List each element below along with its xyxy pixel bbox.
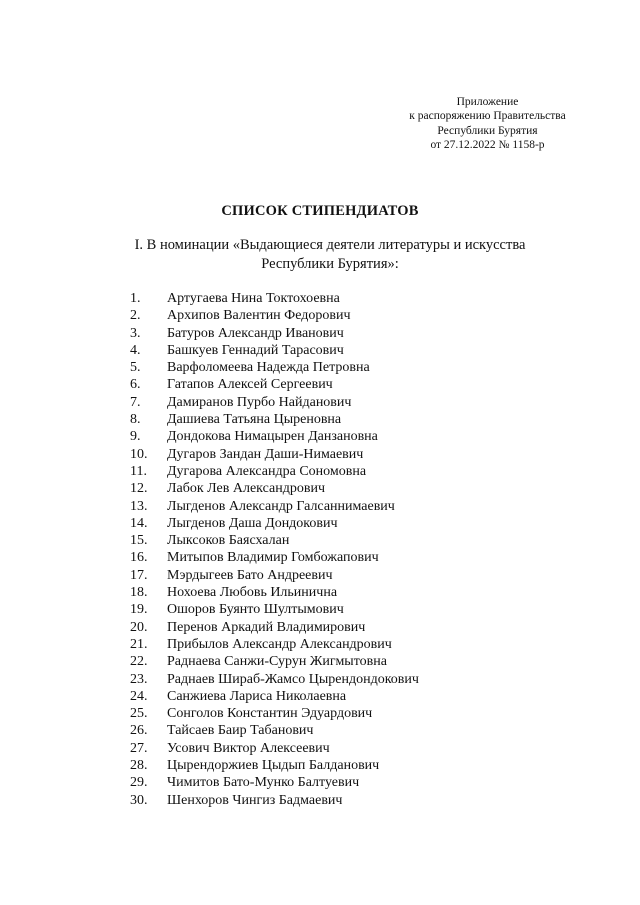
list-item-name: Дондокова Нимацырен Данзановна	[167, 429, 378, 445]
list-item	[0, 671, 640, 688]
list-item-name: Сонголов Константин Эдуардович	[167, 706, 373, 722]
list-item-name: Усович Виктор Алексеевич	[167, 740, 330, 756]
list-item-number: 23.	[130, 671, 148, 687]
list-item-number: 12.	[130, 481, 148, 497]
appendix-line: Приложение	[456, 96, 519, 108]
list-item	[0, 740, 640, 757]
list-item-number: 26.	[130, 723, 148, 739]
list-item-number: 22.	[130, 654, 148, 670]
list-item	[0, 774, 640, 791]
list-item-number: 10.	[130, 446, 148, 462]
list-item	[0, 636, 640, 653]
list-item-name: Митыпов Владимир Гомбожапович	[167, 550, 379, 566]
list-item-name: Башкуев Геннадий Тарасович	[167, 342, 344, 358]
list-item-number: 24.	[130, 688, 148, 704]
appendix-line: к распоряжению Правительства	[409, 110, 566, 123]
list-item-number: 25.	[130, 706, 148, 722]
list-item-number: 6.	[130, 377, 141, 393]
list-item-name: Архипов Валентин Федорович	[167, 308, 351, 324]
list-item-name: Раднаев Шираб-Жамсо Цырендондокович	[167, 671, 419, 687]
list-item-name: Раднаева Санжи-Сурун Жигмытовна	[167, 654, 387, 670]
list-item-name: Дамиранов Пурбо Найданович	[167, 394, 352, 410]
list-item-number: 8.	[130, 412, 141, 428]
list-item-name: Лыгденов Даша Дондокович	[167, 515, 338, 531]
list-item-number: 21.	[130, 636, 148, 652]
list-item	[0, 428, 640, 445]
list-item-number: 28.	[130, 758, 148, 774]
list-item-name: Артугаева Нина Токтохоевна	[167, 291, 340, 306]
section-heading-line: I. В номинации «Выдающиеся деятели литературы и искусства	[134, 237, 526, 253]
list-item-name: Лабок Лев Александрович	[167, 481, 325, 497]
list-item	[0, 325, 640, 342]
list-item	[0, 463, 640, 480]
list-item	[0, 480, 640, 497]
list-item-name: Дугаров Зандан Даши-Нимаевич	[167, 446, 364, 462]
list-item-number: 9.	[130, 429, 141, 445]
list-item-number: 30.	[130, 792, 148, 808]
list-item-number: 27.	[130, 740, 148, 756]
list-item-number: 14.	[130, 515, 148, 531]
list-item	[0, 757, 640, 774]
list-item	[0, 290, 640, 307]
list-item-number: 1.	[130, 291, 141, 306]
list-item	[0, 549, 640, 566]
list-item-name: Чимитов Бато-Мунко Балтуевич	[167, 775, 360, 791]
list-item-number: 4.	[130, 342, 141, 358]
list-item	[0, 532, 640, 549]
list-item-name: Батуров Александр Иванович	[167, 325, 344, 341]
list-item	[0, 359, 640, 376]
document-title: СПИСОК СТИПЕНДИАТОВ	[221, 203, 419, 219]
scholars-list	[0, 290, 640, 809]
list-item-number: 11.	[130, 463, 147, 479]
list-item-name: Ошоров Буянто Шултымович	[167, 602, 344, 618]
list-item	[0, 705, 640, 722]
list-item-name: Нохоева Любовь Ильинична	[167, 585, 338, 601]
list-item	[0, 601, 640, 618]
list-item-number: 20.	[130, 619, 148, 635]
list-item	[0, 394, 640, 411]
list-item-name: Тайсаев Баир Табанович	[167, 723, 314, 739]
list-item	[0, 584, 640, 601]
list-item	[0, 688, 640, 705]
section-heading-line: Республики Бурятия»:	[261, 256, 399, 272]
list-item	[0, 619, 640, 636]
list-item-name: Варфоломеева Надежда Петровна	[167, 360, 370, 376]
list-item-number: 13.	[130, 498, 148, 514]
list-item	[0, 307, 640, 324]
list-item-number: 5.	[130, 360, 141, 376]
list-item-name: Санжиева Лариса Николаевна	[167, 688, 347, 704]
list-item	[0, 515, 640, 532]
list-item	[0, 411, 640, 428]
list-item	[0, 653, 640, 670]
list-item-name: Гатапов Алексей Сергеевич	[167, 377, 333, 393]
section-heading	[100, 236, 560, 274]
list-item-name: Дугарова Александра Сономовна	[167, 463, 367, 479]
list-item-name: Мэрдыгеев Бато Андреевич	[167, 567, 333, 583]
list-item-number: 17.	[130, 567, 148, 583]
list-item	[0, 567, 640, 584]
list-item-number: 2.	[130, 308, 141, 324]
list-item-name: Лыгденов Александр Галсаннимаевич	[167, 498, 395, 514]
list-item-number: 29.	[130, 775, 148, 791]
list-item-name: Шенхоров Чингиз Бадмаевич	[167, 792, 343, 808]
list-item	[0, 342, 640, 359]
list-item-number: 7.	[130, 394, 141, 410]
list-item-name: Прибылов Александр Александрович	[167, 636, 392, 652]
list-item-name: Цырендоржиев Цыдып Балданович	[167, 758, 380, 774]
list-item-number: 15.	[130, 533, 148, 549]
appendix-line: от 27.12.2022 № 1158-р	[430, 138, 545, 151]
list-item	[0, 376, 640, 393]
list-item	[0, 722, 640, 739]
list-item-name: Перенов Аркадий Владимирович	[167, 619, 366, 635]
list-item	[0, 498, 640, 515]
list-item-number: 16.	[130, 550, 148, 566]
appendix-line: Республики Бурятия	[437, 124, 538, 137]
list-item-name: Лыксоков Баясхалан	[167, 533, 290, 549]
list-item-number: 19.	[130, 602, 148, 618]
appendix-block	[385, 95, 590, 152]
list-item	[0, 792, 640, 809]
list-item	[0, 446, 640, 463]
list-item-number: 18.	[130, 585, 148, 601]
list-item-number: 3.	[130, 325, 141, 341]
list-item-name: Дашиева Татьяна Цыреновна	[167, 412, 342, 428]
